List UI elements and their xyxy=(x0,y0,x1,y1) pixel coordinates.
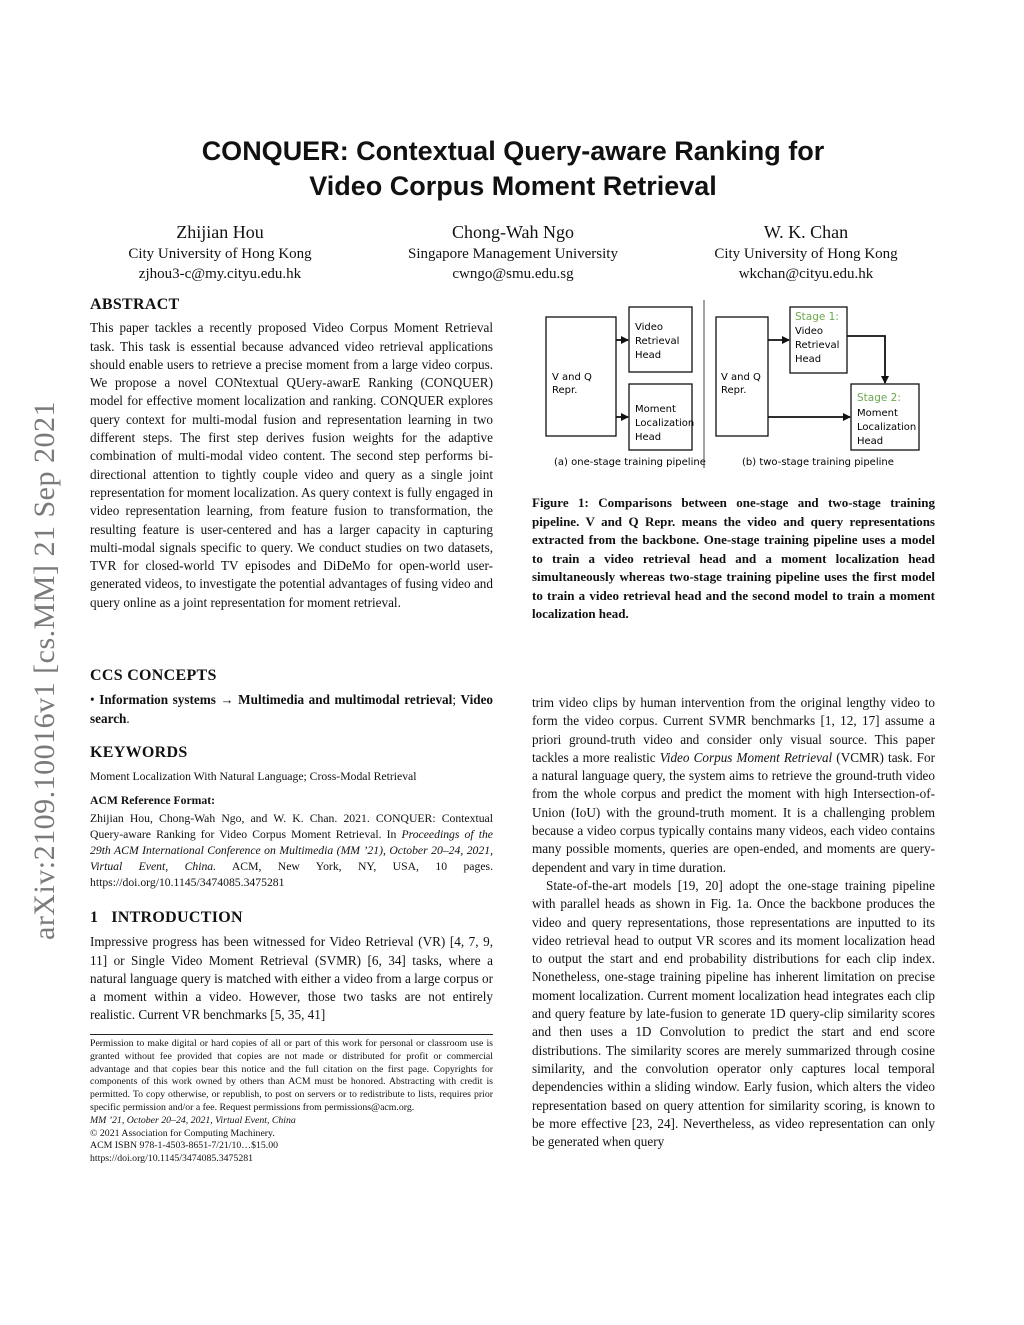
isbn-text: ACM ISBN 978-1-4503-8651-7/21/10…$15.00 xyxy=(90,1140,279,1152)
mlh-a-line2: Localization xyxy=(635,418,695,429)
right-column-text xyxy=(532,694,935,1151)
keywords-text: Moment Localization With Natural Language; Cross-Modal Retrieval xyxy=(90,770,417,784)
mlh-b-line3: Head xyxy=(857,436,884,447)
author-name: Chong-Wah Ngo xyxy=(451,222,575,242)
vrh-b-line3: Head xyxy=(795,354,822,365)
abstract-text: This paper tackles a recently proposed Video Corpus Moment Retrieval task. This task is essential because advanced video retrieval applications should enable users to retrieve a precise moment from a large video corpus. We propose a novel CONtextual QUery-awarE Ranking (CONQUER) model for effective moment localization and ranking. CONQUER explores query context for multi-modal fusion and representation learning in two different steps. The first step derives fusion weights for the adaptive combination of multi-modal video content. The second step performs bi-directional attention to tightly couple video and query as a single joint representation for moment localization. As query context is fully engaged in video representation learning, from feature fusion to transformation, the resulting feature is user-centered and has a larger capacity in capturing multi-modal signals specific to query. We conduct studies on two datasets, TVR for closed-world TV episodes and DiDeMo for open-world user-generated videos, to investigate the potential advantages of fusing video and query online as a joint representation for moment retrieval. xyxy=(90,320,493,610)
acm-reference xyxy=(90,793,493,891)
ccs-arrow: → xyxy=(220,692,234,708)
author-3 xyxy=(676,220,936,284)
author-name: W. K. Chan xyxy=(763,222,849,242)
author-name: Zhijian Hou xyxy=(176,222,264,242)
abstract-section xyxy=(90,296,493,612)
vrh-b-line2: Retrieval xyxy=(795,340,840,351)
vrh-a-line3: Head xyxy=(635,350,662,361)
acm-reference-text xyxy=(90,811,493,891)
mlh-b-line1: Moment xyxy=(857,408,898,419)
arrow-stage1-to-stage2 xyxy=(847,336,885,383)
introduction-section xyxy=(90,909,493,1025)
author-affiliation: Singapore Management University xyxy=(408,246,618,262)
paragraph-sota: State-of-the-art models [19, 20] adopt the one-stage training pipeline with parallel heads as shown in Fig. 1a. Once the backbone produces the video and query representations, those representations are inputted to its video retrieval head to output VR scores and its moment localization head to output the start and end probability distributions for each clip index. Nonetheless, one-stage training pipeline has inherent limitation on precise moment localization. Current moment localization head integrates each clip and query feature by late-fusion to generate 1D query-clip similarity scores and then uses a 1D Convolution to predict the start and end score distributions. The similarity scores are merely summarized through cosine similarity, and the convolution operator only captures local temporal dependencies within a sliding window. Early fusion, which alters the video representation based on query attention for similarity scoring, is known to be more effective [23, 24]. Nevertheless, as video representation can only be generated when query xyxy=(532,877,935,1150)
author-email: wkchan@cityu.edu.hk xyxy=(738,266,874,282)
author-1 xyxy=(90,220,350,284)
copyright-text: © 2021 Association for Computing Machinery. xyxy=(90,1127,275,1139)
author-affiliation: City University of Hong Kong xyxy=(128,246,312,262)
author-email: zjhou3-c@my.cityu.edu.hk xyxy=(138,266,302,282)
arxiv-identifier: arXiv:2109.10016v1 [cs.MM] 21 Sep 2021 xyxy=(28,401,61,940)
title-line-1: CONQUER: Contextual Query-aware Ranking for xyxy=(201,136,825,166)
author-affiliation: City University of Hong Kong xyxy=(714,246,898,262)
doi-text: https://doi.org/10.1145/3474085.3475281 xyxy=(90,1153,254,1165)
permission-text: Permission to make digital or hard copies of all or part of this work for personal or classroom use is granted without fee provided that copies are not made or distributed for profit or commercial advantage and that copies bear this notice and the full citation on the first page. Copyrights for components of this work owned by others than ACM must be honored. Abstracting with credit is permitted. To copy otherwise, or republish, to post on servers or to redistribute to lists, requires prior specific permission and/or a fee. Request permissions from permissions@acm.org. xyxy=(90,1038,493,1113)
vq-repr-label-b: V and Q xyxy=(721,372,761,383)
ccs-concepts xyxy=(90,691,493,728)
acm-ref-part-2: ACM, New York, NY, USA, 10 pages. https://doi.org/10.1145/3474085.3475281 xyxy=(90,860,493,889)
stage-1-label: Stage 1: xyxy=(795,311,839,323)
vq-repr-label-a2: Repr. xyxy=(552,385,578,396)
author-email: cwngo@smu.edu.sg xyxy=(452,266,574,282)
acm-ref-part-1: Zhijian Hou, Chong-Wah Ngo, and W. K. Chan. 2021. CONQUER: Contextual Query-aware Ranking for Video Corpus Moment Retrieval. In xyxy=(90,812,493,841)
acm-reference-heading: ACM Reference Format: xyxy=(90,794,216,807)
vrh-a-line1: Video xyxy=(635,322,664,333)
ccs-item: Information systems xyxy=(99,692,216,708)
mlh-a-line1: Moment xyxy=(635,404,676,415)
paragraph-vcmr-b: (VCMR) task. For a natural language query, the system aims to retrieve the ground-truth video from the whole corpus and predict the moment with high Intersection-of-Union (IoU) with the ground-truth moment. It is a challenging problem because a video corpus typically contains many videos, each video contains many possible moments, queries are open-ended, and moments are query-dependent and vary in time duration. xyxy=(532,749,935,875)
acm-ref-proceedings: Proceedings of the 29th ACM International Conference on Multimedia (MM ’21), October 20–24, 2021, Virtual Event, China. xyxy=(90,828,493,873)
ccs-item: Multimedia and multimodal retrieval xyxy=(238,692,453,708)
introduction-heading: 1 INTRODUCTION xyxy=(90,909,243,926)
keywords-heading: KEYWORDS xyxy=(90,744,188,761)
vq-repr-label-b2: Repr. xyxy=(721,385,747,396)
stage-2-label: Stage 2: xyxy=(857,392,901,404)
abstract-heading: ABSTRACT xyxy=(90,296,180,313)
footnote-rule xyxy=(90,1034,493,1035)
figure-1-caption: Figure 1: Comparisons between one-stage and two-stage training pipeline. V and Q Repr. means the video and query representations extracted from the backbone. One-stage training pipeline uses a model to train a video retrieval head and a moment localization head simultaneously whereas two-stage training pipeline uses the first model to train a video retrieval head and the second model to train a moment localization head. xyxy=(532,495,935,621)
mlh-b-line2: Localization xyxy=(857,422,917,433)
author-block xyxy=(90,220,936,284)
ccs-separator: ; xyxy=(452,692,456,708)
subcaption-a: (a) one-stage training pipeline xyxy=(554,457,706,468)
keywords-section xyxy=(90,744,493,785)
ccs-item: Video search xyxy=(90,692,494,726)
copyright-footnote xyxy=(90,1038,493,1166)
mlh-a-line3: Head xyxy=(635,432,662,443)
vcmr-term: Video Corpus Moment Retrieval xyxy=(659,749,833,765)
paragraph-vcmr xyxy=(532,694,935,877)
venue-text: MM ’21, October 20–24, 2021, Virtual Event, China xyxy=(90,1114,296,1126)
ccs-bullet: • xyxy=(90,692,95,708)
footnote-rule-wrap xyxy=(90,1034,493,1035)
ccs-section xyxy=(90,667,493,728)
ccs-heading: CCS CONCEPTS xyxy=(90,667,217,684)
introduction-text: Impressive progress has been witnessed for Video Retrieval (VR) [4, 7, 9, 11] or Single Video Moment Retrieval (SVMR) [6, 34] tasks, where a natural language query is matched with either a video from a large corpus or a moment within a video. However, those two tasks are not entirely realistic. Current VR benchmarks [5, 35, 41] xyxy=(90,934,493,1023)
vq-repr-label-a: V and Q xyxy=(552,372,592,383)
paper-title xyxy=(90,134,936,204)
vrh-a-line2: Retrieval xyxy=(635,336,680,347)
figure-1 xyxy=(540,300,940,472)
paragraph-vcmr-a: trim video clips by human intervention from the original lengthy video to form the video corpus. Current SVMR benchmarks [1, 12, 17] assume a priori ground-truth video and consider only visual source. This paper tackles a more realistic xyxy=(532,695,935,765)
ccs-end: . xyxy=(126,710,130,726)
title-line-2: Video Corpus Moment Retrieval xyxy=(309,171,717,201)
subcaption-b: (b) two-stage training pipeline xyxy=(742,457,894,468)
vrh-b-line1: Video xyxy=(795,326,824,337)
author-2 xyxy=(373,220,653,284)
